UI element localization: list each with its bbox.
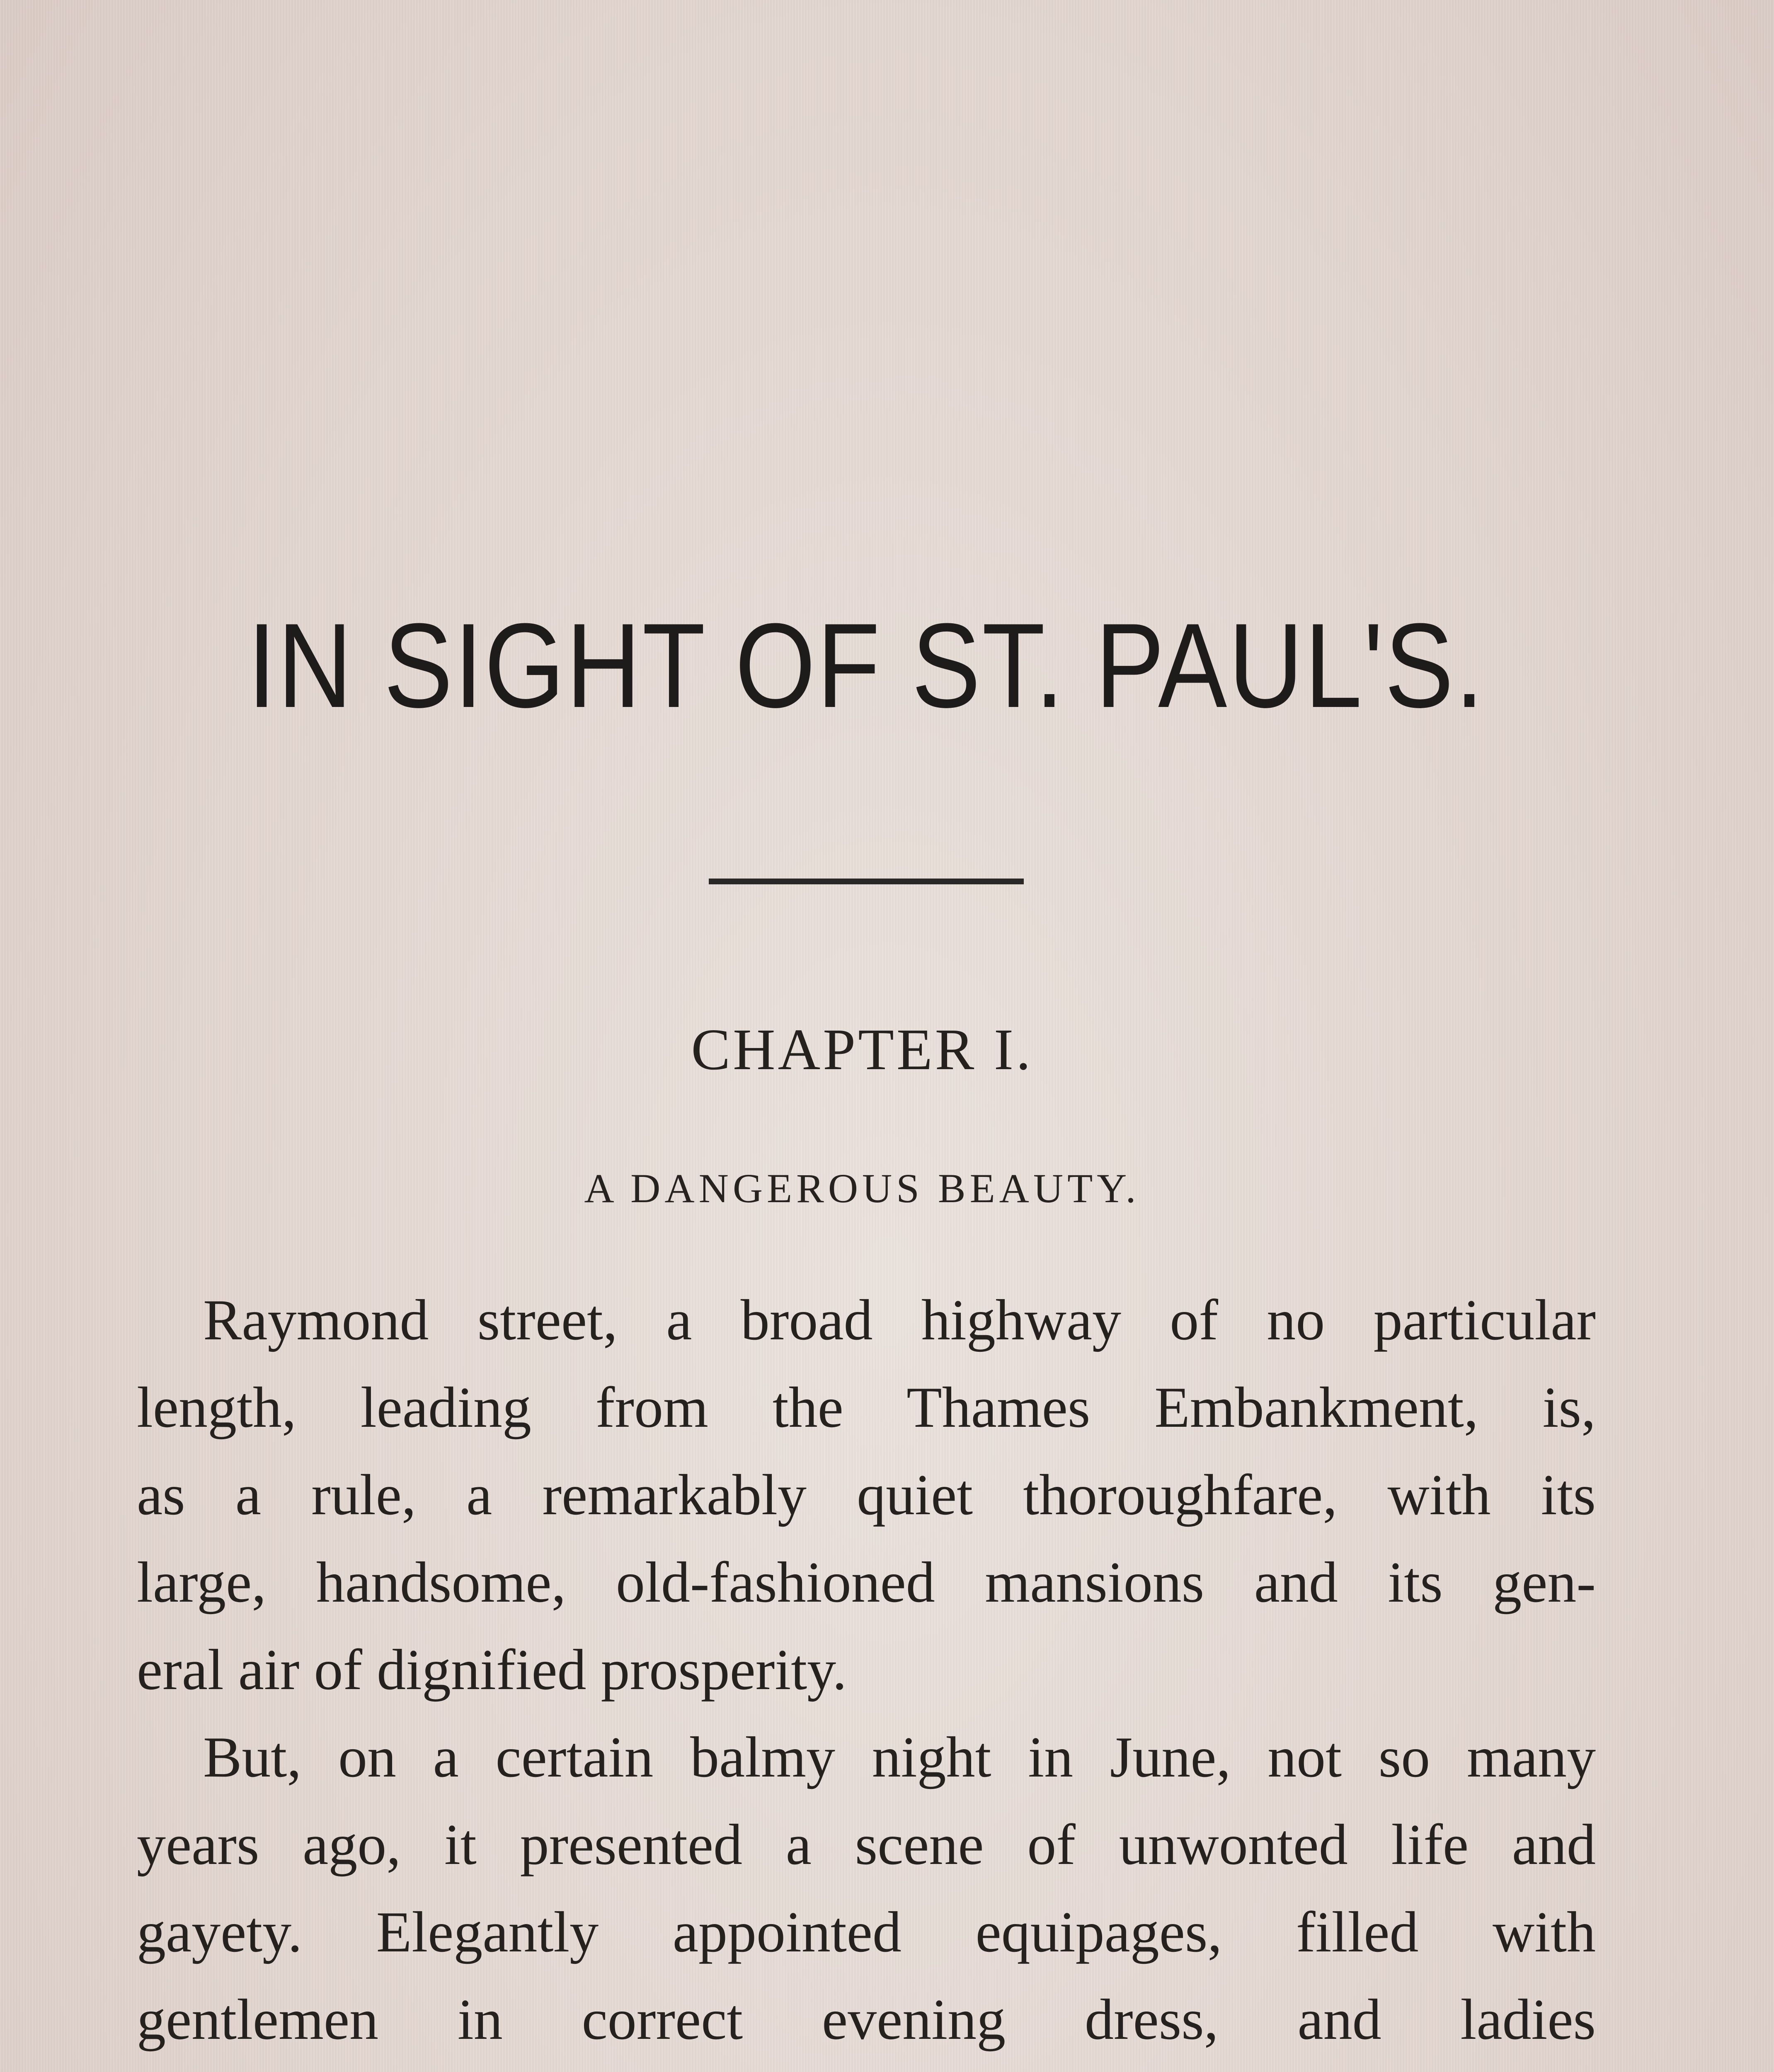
chapter-body (137, 1276, 1596, 2072)
text-line: length, leading from the Thames Embankment, is, (137, 1375, 1596, 1440)
text-line: as a rule, a remarkably quiet thoroughfare, with its (137, 1463, 1596, 1527)
text-line: years ago, it presented a scene of unwonted life and (137, 1813, 1596, 1877)
chapter-heading: CHAPTER I. (691, 1017, 1033, 1082)
chapter-subtitle: A DANGEROUS BEAUTY. (584, 1165, 1140, 1211)
text-line: gentlemen in correct evening dress, and ladies (137, 1987, 1596, 2052)
text-line (137, 2063, 1596, 2072)
title-divider (709, 879, 1024, 884)
text-line: Raymond street, a broad highway of no particular (203, 1288, 1596, 1352)
book-title: IN SIGHT OF ST. PAUL'S. (247, 598, 1486, 733)
text-line: eral air of dignified prosperity. (137, 1638, 847, 1702)
text-line: But, on a certain balmy night in June, not so many (203, 1725, 1596, 1789)
text-line: large, handsome, old-fashioned mansions and its gen- (137, 1550, 1596, 1615)
text-line: gayety. Elegantly appointed equipages, filled with (137, 1900, 1596, 1964)
